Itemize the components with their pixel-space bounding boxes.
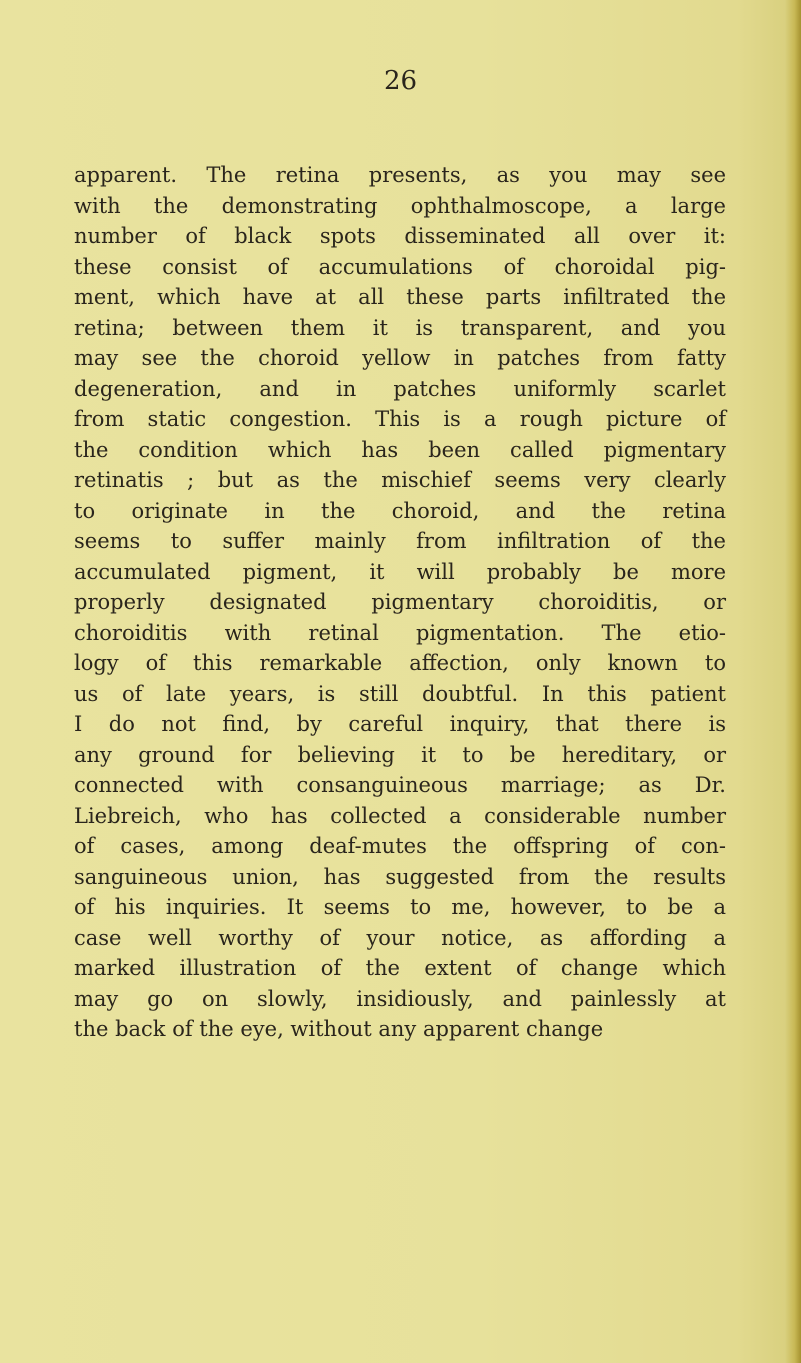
text-line: properly designated pigmentary choroiditis, or [74, 590, 726, 614]
text-line: of his inquiries. It seems to me, however, to be a [74, 895, 726, 919]
text-line: degeneration, and in patches uniformly scarlet [74, 376, 726, 401]
text-line: to originate in the choroid, and the retina [74, 498, 726, 523]
text-line: connected with consanguineous marriage; as Dr. [74, 773, 726, 797]
page-edge-shadow [785, 0, 801, 1363]
text-line: of cases, among deaf-mutes the offspring of con- [74, 834, 726, 858]
text-line: ment, which have at all these parts infiltrated the [74, 285, 726, 309]
text-line: choroiditis with retinal pigmentation. The etio- [74, 620, 726, 645]
text-line: from static congestion. This is a rough picture of [74, 407, 726, 431]
text-line: logy of this remarkable affection, only known to [74, 651, 726, 675]
text-line: any ground for believing it to be hereditary, or [74, 742, 726, 767]
text-line: may go on slowly, insidiously, and painlessly at [74, 986, 726, 1011]
text-line: marked illustration of the extent of change which [74, 956, 726, 980]
text-line: I do not find, by careful inquiry, that there is [74, 712, 726, 736]
text-line: us of late years, is still doubtful. In this patient [74, 681, 726, 706]
text-line: apparent. The retina presents, as you may see [74, 163, 726, 187]
text-line: retina; between them it is transparent, and you [74, 315, 726, 340]
text-line: the condition which has been called pigmentary [74, 437, 726, 462]
text-line: sanguineous union, has suggested from the results [74, 864, 726, 889]
body-paragraph [74, 160, 726, 1045]
page-number: 26 [383, 66, 418, 96]
text-line: accumulated pigment, it will probably be more [74, 559, 726, 584]
text-line: the back of the eye, without any apparent change [74, 1017, 604, 1041]
text-line: may see the choroid yellow in patches from fatty [74, 346, 726, 370]
text-line: these consist of accumulations of choroidal pig- [74, 254, 726, 279]
text-line: retinatis ; but as the mischief seems very clearly [74, 468, 726, 492]
text-line: Liebreich, who has collected a considerable number [74, 803, 726, 828]
text-line: seems to suffer mainly from infiltration of the [74, 529, 726, 553]
text-line: with the demonstrating ophthalmoscope, a large [74, 193, 726, 218]
text-line: case well worthy of your notice, as affording a [74, 925, 726, 950]
text-line: number of black spots disseminated all over it: [74, 224, 726, 248]
